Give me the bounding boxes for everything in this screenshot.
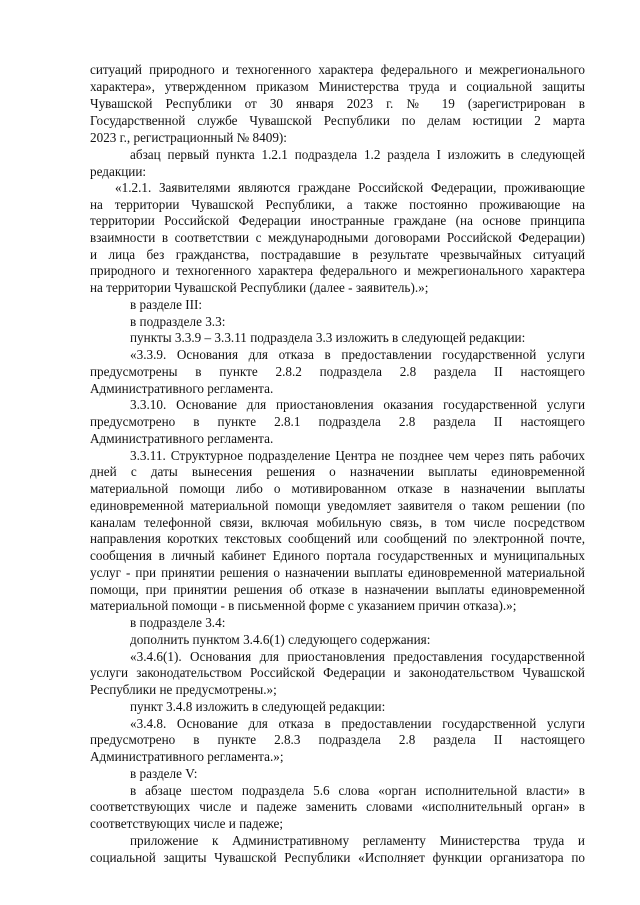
- text-line: на территории Чувашской Республики (далее - заявитель).»;: [90, 280, 429, 295]
- text-line: в разделе III:: [130, 297, 203, 312]
- text-line: услуги законодательством Российской Федерации и законодательством Чувашской: [90, 665, 585, 680]
- text-line: ситуаций природного и техногенного характера федерального и межрегионального: [90, 62, 585, 77]
- text-line: Административного регламента.: [90, 431, 274, 446]
- text-line: предусмотрены в пункте 2.8.2 подраздела 2.8 раздела II настоящего: [90, 364, 585, 379]
- text-line: сообщения в личный кабинет Единого портала государственных и муниципальных: [90, 548, 585, 563]
- text-line: Чувашской Республики от 30 января 2023 г. № 19 (зарегистрирован в: [90, 96, 585, 111]
- text-line: Государственной службе Чувашской Республики по делам юстиции 2 марта: [90, 113, 585, 128]
- text-line: редакции:: [90, 164, 147, 179]
- text-line: дней с даты вынесения решения о назначении выплаты единовременной: [90, 464, 585, 479]
- text-line: помощи, при принятии решения об отказе в назначении выплаты единовременной: [90, 582, 585, 597]
- text-line: характера», утвержденном приказом Министерства труда и социальной защиты: [90, 79, 585, 94]
- text-line: материальной помощи - в письменной форме с указанием причин отказа).»;: [90, 598, 517, 613]
- text-line: Республики не предусмотрены.»;: [90, 682, 277, 697]
- text-line: социальной защиты Чувашской Республики «Исполняет функции организатора по: [90, 850, 585, 865]
- text-line: 3.3.10. Основание для приостановления оказания государственной услуги: [130, 397, 585, 412]
- text-line: и лица без гражданства, пострадавшие в результате чрезвычайных ситуаций: [90, 247, 585, 262]
- text-line: соответствующих числе и падеже;: [90, 816, 284, 831]
- text-line: 3.3.11. Структурное подразделение Центра не позднее чем через пять рабочих: [130, 448, 585, 463]
- text-line: на территории Чувашской Республики, а также постоянно проживающие на: [90, 197, 585, 212]
- text-line: «3.4.8. Основание для отказа в предоставлении государственной услуги: [130, 716, 585, 731]
- text-line: в разделе V:: [130, 766, 198, 781]
- text-line: дополнить пунктом 3.4.6(1) следующего содержания:: [130, 632, 431, 647]
- text-line: Административного регламента.: [90, 381, 274, 396]
- text-line: пункт 3.4.8 изложить в следующей редакции:: [130, 699, 386, 714]
- text-line: 2023 г., регистрационный № 8409):: [90, 130, 287, 145]
- text-line: услуг - при принятии решения о назначении выплаты единовременной материальной: [90, 565, 585, 580]
- text-line: взаимности в соответствии с международными договорами Российской Федерации): [90, 230, 585, 245]
- text-line: каналам телефонной связи, включая мобильную связь, в том числе посредством: [90, 515, 585, 530]
- text-line: направления коротких текстовых сообщений или сообщений по электронной почте,: [90, 531, 585, 546]
- text-line: Административного регламента.»;: [90, 749, 284, 764]
- text-line: «3.4.6(1). Основания для приостановления предоставления государственной: [130, 649, 585, 664]
- text-line: в подразделе 3.3:: [130, 314, 226, 329]
- text-line: предусмотрено в пункте 2.8.1 подраздела 2.8 раздела II настоящего: [90, 414, 585, 429]
- text-line: соответствующих числе и падеже заменить словами «исполнительный орган» в: [90, 799, 585, 814]
- text-line: материальной помощи либо о мотивированном отказе в назначении выплаты: [90, 481, 585, 496]
- text-line: предусмотрено в пункте 2.8.3 подраздела 2.8 раздела II настоящего: [90, 732, 585, 747]
- text-line: приложение к Административному регламенту Министерства труда и: [130, 833, 585, 848]
- text-line: единовременной материальной помощи уведомляет заявителя о таком решении (по: [90, 498, 585, 513]
- text-line: в абзаце шестом подраздела 5.6 слова «орган исполнительной власти» в: [130, 783, 585, 798]
- text-line: пункты 3.3.9 – 3.3.11 подраздела 3.3 изложить в следующей редакции:: [130, 330, 526, 345]
- text-line: «3.3.9. Основания для отказа в предоставлении государственной услуги: [130, 347, 585, 362]
- text-line: в подразделе 3.4:: [130, 615, 226, 630]
- text-line: абзац первый пункта 1.2.1 подраздела 1.2 раздела I изложить в следующей: [130, 147, 585, 162]
- text-line: природного и техногенного характера федерального и межрегионального характера: [90, 263, 585, 278]
- text-line: «1.2.1. Заявителями являются граждане Российской Федерации, проживающие: [115, 180, 585, 195]
- text-line: территории Российской Федерации иностранные граждане (на основе принципа: [90, 213, 585, 228]
